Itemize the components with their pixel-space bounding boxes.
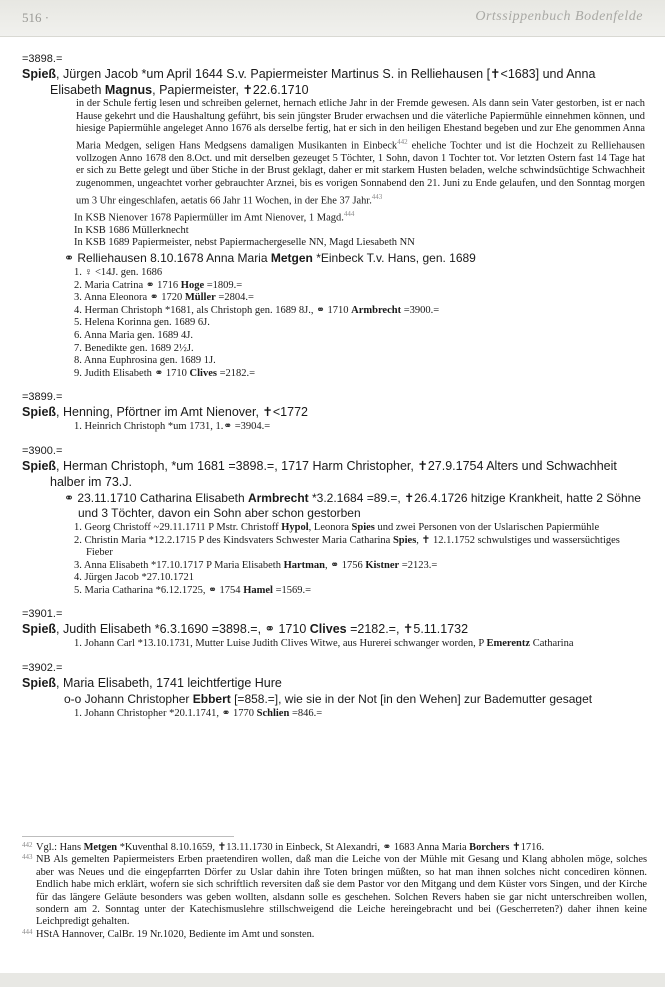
child-item: 8. Anna Euphrosina gen. 1689 1J.	[74, 355, 216, 367]
entry-heading: Spieß, Henning, Pförtner im Amt Nienover, ✝<1772	[22, 405, 308, 420]
surname: Metgen	[83, 842, 118, 853]
surname: Müller	[184, 292, 216, 304]
child-item: 6. Anna Maria gen. 1689 4J.	[74, 329, 193, 341]
child-item: 2. Maria Catrina ⚭ 1716 Hoge =1809.=	[74, 279, 243, 291]
footnote-marker: 443	[371, 192, 383, 201]
child-item: 9. Judith Elisabeth ⚭ 1710 Clives =2182.=	[74, 367, 256, 379]
surname: Armbrecht	[351, 304, 402, 316]
surname: Hypol	[281, 521, 309, 533]
surname: Emerentz	[486, 638, 531, 650]
entry-ref: =3901.=	[22, 608, 63, 621]
footnote-number: 444	[22, 927, 33, 936]
page-header	[0, 0, 665, 37]
surname: Borchers	[469, 842, 510, 853]
entry-heading: Spieß, Judith Elisabeth *6.3.1690 =3898.=, ⚭ 1710 Clives =2182.=, ✝5.11.1732	[22, 622, 469, 637]
children-list	[22, 522, 647, 598]
footnote-number: 442	[22, 841, 33, 849]
surname: Hoge	[180, 279, 205, 291]
child-item: 1. Georg Christoff ~29.11.1711 P Mstr. Christoff Hypol, Leonora Spies und zwei Personen von der Uslarischen Papiermühle	[74, 521, 600, 533]
entry-heading: Spieß, Maria Elisabeth, 1741 leichtfertige Hure	[22, 676, 282, 691]
footnotes	[22, 842, 647, 941]
page-footer-bar	[0, 973, 665, 987]
footnote-divider	[22, 836, 234, 837]
footnote: 444 HStA Hannover, CalBr. 19 Nr.1020, Bediente im Amt und sonsten.	[22, 927, 315, 940]
child-item: 1. ♀ <14J. gen. 1686	[74, 266, 163, 278]
children-list	[22, 267, 647, 380]
child-item: 4. Herman Christoph *1681, als Christoph gen. 1689 8J., ⚭ 1710 Armbrecht =3900.=	[74, 304, 440, 316]
surname: Spieß	[22, 622, 57, 637]
children-list	[22, 708, 647, 721]
surname: Spies	[392, 534, 417, 546]
running-title: Ortssippenbuch Bodenfelde	[475, 9, 643, 24]
footnote-marker: 442	[397, 137, 408, 146]
child-item: 2. Christin Maria *12.2.1715 P des Kindsvaters Schwester Maria Catharina Spies, ✝ 12.1.1752 schwulstiges und wassersüchtiges Fieber	[74, 534, 620, 559]
child-item: 4. Jürgen Jacob *27.10.1721	[74, 572, 194, 584]
surname: Clives	[189, 367, 217, 379]
surname: Magnus	[104, 83, 153, 97]
entry-ref: =3899.=	[22, 391, 63, 404]
surname: Armbrecht	[247, 490, 309, 505]
record-note: In KSB 1686 Müllerknecht	[74, 224, 189, 236]
surname: Hamel	[243, 584, 273, 596]
surname: Kistner	[365, 559, 400, 571]
children-list	[22, 421, 647, 434]
surname: Clives	[309, 622, 347, 637]
spouse-line: ⚭ 23.11.1710 Catharina Elisabeth Armbrecht *3.2.1684 =89.=, ✝26.4.1726 hitzige Krankheit, hatte 2 Söhne und 3 Töchter, davon ein Sohn aber schon gestorben	[64, 490, 641, 520]
surname: Spieß	[22, 405, 57, 420]
surname: Spieß	[22, 67, 57, 81]
entry-heading: Spieß, Herman Christoph, *um 1681 =3898.=, 1717 Harm Christopher, ✝27.9.1754 Alters und Schwachheit halber im 73.J.	[22, 458, 617, 489]
entry-ref: =3898.=	[22, 53, 63, 65]
children-list	[22, 638, 647, 651]
footnote-marker: 444	[343, 209, 355, 218]
child-item: 3. Anna Elisabeth *17.10.1717 P Maria Elisabeth Hartman, ⚭ 1756 Kistner =2123.=	[74, 559, 438, 571]
document-body	[22, 52, 647, 721]
entry-ref: =3900.=	[22, 444, 63, 457]
surname: Spieß	[22, 458, 57, 473]
record-note: In KSB 1689 Papiermeister, nebst Papiermachergeselle NN, Magd Liesabeth NN	[74, 237, 415, 249]
child-item: 1. Johann Carl *13.10.1731, Mutter Luise Judith Clives Witwe, aus Hurerei schwanger worden, P Emerentz Catharina	[74, 638, 574, 650]
child-item: 5. Helena Korinna gen. 1689 6J.	[74, 317, 210, 329]
surname: Spies	[351, 521, 375, 533]
record-note: In KSB Nienover 1678 Papiermüller im Amt Nienover, 1 Magd.$^{444}$	[74, 209, 355, 224]
surname: Schlien	[256, 708, 290, 720]
page-number: 516 ·	[22, 10, 50, 25]
entry-ref: =3902.=	[22, 662, 63, 675]
spouse-line: o-o Johann Christopher Ebbert [=858.=], wie sie in der Not [in den Wehen] zur Bademutter gesaget	[64, 692, 593, 707]
surname: Spieß	[22, 676, 57, 691]
biography-text: in der Schule fertig lesen und schreiben gelernet, hernach etliche Jahr in der Fremde gewesen. Als dann sein Vater gestorben, ist er nach Hause gekehrt und die Haushaltung geführt, bis sein jüngster Bruder erwachsen und die väterliche Papiermühle einnehmen können, und hiesige Papiermühle angeleget Anno 1676 als derselbe fertig, hat er sich in den heiligen Ehestand begeben und zur Ehe genommen Anna Maria Medgen, seligen Hans Medgsens damaligen Musikanten in Einbeck$^{442}$ eheliche Tochter und ist die Hochzeit zu Relliehausen vollzogen Anno 1678 den 8.Oct. und mit derselben gezeuget 5 Töchter, 1 Sohn, davon 1 Tochter tot. Vor letzten Ostern fast 14 Tage hat er sich zu Bette gelegt und über Stiche in der Brust geklagt, daher er mit starkem Husten beladen, welche schwindsüchtige Schwachheit zugenommen, ungeachtet vorher gebrauchter Arznei, bis es vorigen Sonnabend den 21. Juni zu Ende gelaufen, und den Sonntag morgen um 3 Uhr eingeschlafen, aetatis 66 Jahr 11 Wochen, in der Ehe 37 Jahr.$^{443}$	[76, 98, 645, 207]
surname: Hartman	[283, 559, 326, 571]
spouse-line: ⚭ Relliehausen 8.10.1678 Anna Maria Metgen *Einbeck T.v. Hans, gen. 1689	[64, 250, 476, 265]
child-item: 5. Maria Catharina *6.12.1725, ⚭ 1754 Hamel =1569.=	[74, 584, 312, 596]
footnote: 442 Vgl.: Hans Metgen *Kuventhal 8.10.1659, ✝13.11.1730 in Einbeck, St Alexandri, ⚭ 1683 Anna Maria Borchers ✝1716.	[22, 841, 545, 853]
entry-heading: Spieß, Jürgen Jacob *um April 1644 S.v. Papiermeister Martinus S. in Relliehausen [✝<1683] und Anna Elisabeth Magnus, Papiermeister, ✝22.6.1710	[22, 67, 596, 97]
child-item: 3. Anna Eleonora ⚭ 1720 Müller =2804.=	[74, 292, 254, 304]
child-item: 1. Heinrich Christoph *um 1731, 1.⚭ =3904.=	[74, 421, 271, 433]
surname: Metgen	[270, 250, 313, 265]
child-item: 1. Johann Christopher *20.1.1741, ⚭ 1770 Schlien =846.=	[74, 708, 323, 720]
footnote-number: 443	[22, 853, 33, 862]
footnote: 443 NB Als gemelten Papiermeisters Erben praetendiren wollen, daß man die Leiche von der Mühle mit Gesang und Klang abholen möge, solches aber was Neues und die eingepfarrten Dörfer zu Uslar dahin ihre Toten bringen müßten, so hat man ihnen solches nicht concediren können. Endlich habe mich erklärt, wofern sie sich schriftlich reversiten daß sie dem Pastor vor den Mitgang und dem Küster vors Singen, und der Kirche für das längere Geläute besonders was geben wollten, alsdann solle es geschehen. Solchen Revers haben sie gar nicht unterschreiben wollen, sondern am 2. Sonntag unter der Katechismuslehre stillschweigend die Leiche hereingebracht und bei (Gescherreten?) daher ihnen keine Leichpredigt gehalten.	[22, 853, 647, 928]
surname: Ebbert	[192, 692, 231, 707]
child-item: 7. Benedikte gen. 1689 2½J.	[74, 342, 194, 354]
